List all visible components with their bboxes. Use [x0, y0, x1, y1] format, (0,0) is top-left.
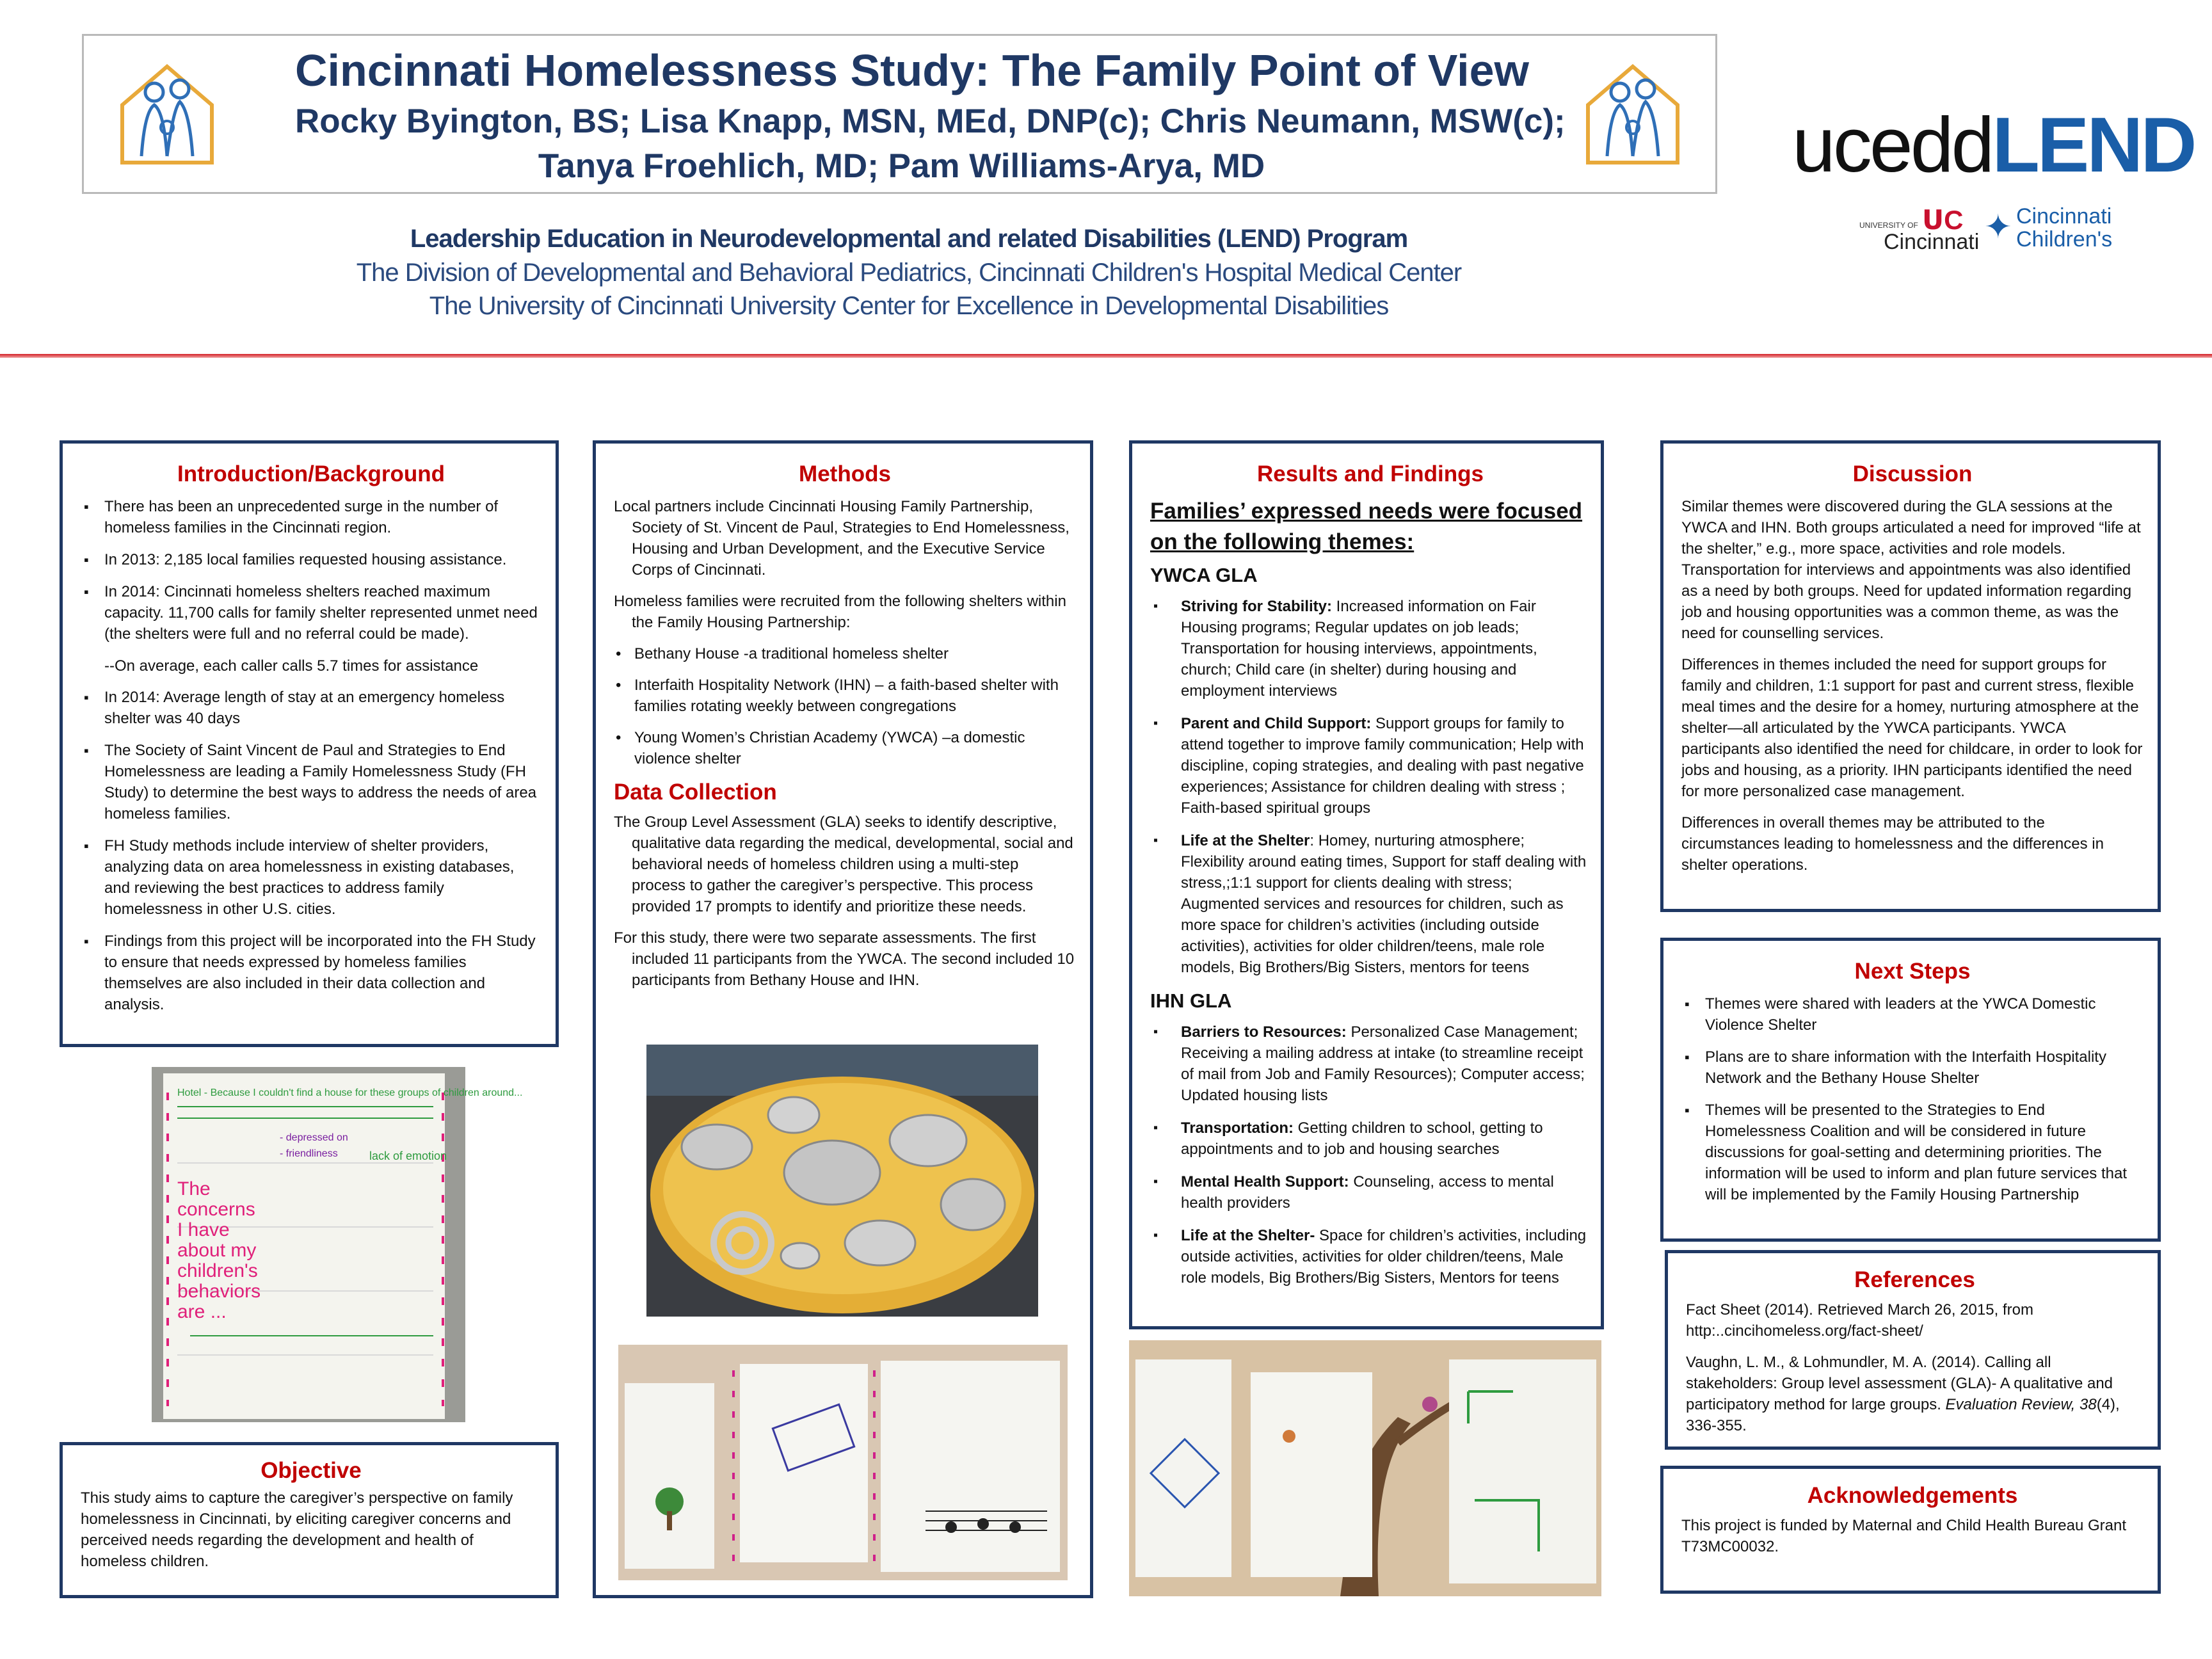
cch-logo-line-2: Children's	[2016, 227, 2113, 252]
results-heading: Results and Findings	[1257, 461, 1484, 486]
discussion-paragraph-3: Differences in overall themes may be attributed to the circumstances leading to homelessness and the differences in shelter operations.	[1681, 814, 2104, 874]
reference-1: Fact Sheet (2014). Retrieved March 26, 2015, from http:..cincihomeless.org/fact-sheet/	[1686, 1301, 2033, 1340]
acknowledgements-heading: Acknowledgements	[1807, 1483, 2018, 1508]
uc-logo-name: Cincinnati	[1884, 230, 1980, 254]
uc-mark-icon: ꓴC	[1922, 205, 1964, 235]
list-item	[1150, 1225, 1591, 1288]
shelter-list	[614, 643, 1076, 769]
theme-label: Life at the Shelter-	[1181, 1227, 1315, 1244]
objective-text: This study aims to capture the caregiver’s perspective on family homelessness in Cincinnati, by eliciting caregiver concerns and perceived needs regarding the development and health of homeless children.	[81, 1489, 513, 1570]
results-panel	[1129, 440, 1604, 1329]
chart-paper-line1: Hotel - Because I couldn't find a house for these groups of children around...	[177, 1087, 523, 1098]
theme-text: Support groups for family to attend together to improve family communication; Help with discipline, coping strategies, and dealing with past negative experiences; Assistance for children dealing with stress ; Faith-based spiritual groups	[1181, 715, 1584, 817]
ucedd-logo-text: ucedd	[1792, 101, 1992, 188]
gla-paragraph: The Group Level Assessment (GLA) seeks to identify descriptive, qualitative data regarding the medical, developmental, social and behavioral needs of homeless children using a multi-step process to gather the caregiver’s perspective. This process provided 17 prompts to identify and prioritize these needs.	[614, 813, 1073, 915]
chart-paper-concern-text: The concerns I have about my children's behaviors are ...	[177, 1178, 261, 1322]
reference-2	[1686, 1352, 2144, 1436]
list-item	[1150, 713, 1591, 819]
ucedd-lend-logo	[1792, 101, 2195, 188]
next-steps-heading: Next Steps	[1854, 959, 1971, 984]
list-item: ▪ Plans are to share information with the Interfaith Hospitality Network and the Bethany House Shelter	[1681, 1046, 2144, 1089]
theme-label: Life at the Shelter	[1181, 832, 1310, 849]
list-item: ▪ In 2014: Average length of stay at an emergency homeless shelter was 40 days	[81, 687, 541, 729]
discussion-heading: Discussion	[1852, 461, 1973, 486]
list-item	[1150, 830, 1591, 978]
header-divider	[0, 354, 2212, 358]
cincinnati-childrens-logo	[1984, 202, 2119, 253]
lend-logo-text: LEND	[1992, 101, 2195, 188]
ywca-theme-list	[1150, 596, 1591, 978]
theme-label: Parent and Child Support:	[1181, 715, 1372, 732]
discussion-panel	[1660, 440, 2161, 912]
methods-heading: Methods	[799, 461, 891, 486]
acknowledgements-panel	[1660, 1466, 2161, 1594]
list-item: ▪ The Society of Saint Vincent de Paul and Strategies to End Homelessness are leading a Family Homelessness Study (FH Study) to determine the best ways to address the needs of area homeless families.	[81, 740, 541, 824]
authors-line-2: Tanya Froehlich, MD; Pam Williams-Arya, MD	[538, 147, 1265, 185]
discussion-paragraph-2: Differences in themes included the need for support groups for family and children, 1:1 support for past and current stress, flexible meal times and the desire for a homey, nurturing atmosphere at the shelter—all articulated by the YWCA participants. YWCA participants also identified the need for childcare, in order to look for jobs and housing, as a priority. IHN participants identified the need for more personalized case management.	[1681, 656, 2143, 800]
reference-2-journal: Evaluation Review, 38	[1945, 1396, 2097, 1413]
family-logo-icon	[116, 60, 218, 169]
chart-paper-note-2: - friendliness	[280, 1148, 338, 1159]
tree-wall-drawing	[1129, 1340, 1601, 1596]
theme-text: Increased information on Fair Housing programs; Regular updates on job leads; Transportation for housing interviews, appointments, church; Child care (in shelter) during housing and employment interviews	[1181, 598, 1537, 700]
uc-logo-small-text: UNIVERSITY OF	[1859, 221, 1918, 230]
theme-label: Barriers to Resources:	[1181, 1023, 1347, 1041]
chart-paper-photo	[152, 1067, 523, 1422]
list-item: • Bethany House -a traditional homeless shelter	[614, 643, 1076, 664]
list-item: ▪ Themes will be presented to the Strategies to End Homelessness Coalition and will be considered in future discussions for goal-setting and determining priorities. The information will be used to inform and plan future services that will be implemented by the Family Housing Partnership	[1681, 1100, 2144, 1205]
authors-line-1: Rocky Byington, BS; Lisa Knapp, MSN, MEd, DNP(c); Chris Neumann, MSW(c);	[295, 102, 1566, 140]
acknowledgements-text: This project is funded by Maternal and Child Health Bureau Grant T73MC00032.	[1681, 1517, 2127, 1555]
references-panel	[1665, 1250, 2161, 1450]
objective-heading: Objective	[260, 1458, 362, 1483]
list-item: ▪ Themes were shared with leaders at the YWCA Domestic Violence Shelter	[1681, 993, 2144, 1036]
child-figure-icon: ✦	[1984, 209, 2012, 246]
ywca-gla-heading: YWCA GLA	[1150, 564, 1258, 586]
theme-text: Space for children’s activities, including outside activities, activities for older children/teens, Male role models, Big Brothers/Big Sisters, Mentors for teens	[1181, 1227, 1587, 1286]
list-item: ▪ FH Study methods include interview of shelter providers, analyzing data on area homelessness in existing databases, and reviewing the best practices to address family homelessness in other U.S. cities.	[81, 835, 541, 920]
theme-text: : Homey, nurturing atmosphere; Flexibility around eating times, Support for staff dealing with stress,;1:1 support for clients dealing with stress; Augmented services and resources for children, such as more space for children’s activities (including outside activities), activities for older children/teens, male role models, Big Brothers/Big Sisters, mentors for teens	[1181, 832, 1587, 976]
introduction-bullet-list	[81, 496, 541, 645]
theme-label: Mental Health Support:	[1181, 1173, 1349, 1190]
theme-label: Striving for Stability:	[1181, 598, 1333, 615]
partners-paragraph: Local partners include Cincinnati Housing Family Partnership, Society of St. Vincent de Paul, Strategies to End Homelessness, Housing and Urban Development, and the Executive Service Corps of Cincinnati.	[614, 498, 1070, 579]
university-of-cincinnati-logo	[1859, 202, 1980, 254]
references-heading: References	[1854, 1267, 1975, 1292]
poster-title: Cincinnati Homelessness Study: The Family Point of View	[295, 45, 1530, 95]
wall-chart-papers-drawing	[618, 1345, 1068, 1580]
reference-2-text: Vaughn, L. M., & Lohmundler, M. A. (2014). Calling all stakeholders: Group level assessment (GLA)- A qualitative and participatory method for large groups.	[1686, 1354, 2113, 1413]
title-box	[82, 34, 1717, 194]
theme-label: Transportation:	[1181, 1119, 1294, 1137]
university-name: The University of Cincinnati University Center for Excellence in Developmental Disabilities	[429, 292, 1389, 320]
theme-text: Getting children to school, getting to appointments and to job and housing searches	[1181, 1119, 1543, 1158]
list-item: • Young Women’s Christian Academy (YWCA) –a domestic violence shelter	[614, 727, 1076, 769]
ihn-theme-list	[1150, 1022, 1591, 1288]
foil-sculptures-drawing	[646, 1045, 1038, 1317]
next-steps-panel	[1660, 938, 2161, 1242]
chart-paper-note-1: - depressed on	[280, 1132, 348, 1143]
list-item	[1150, 1171, 1591, 1214]
list-item: ▪ There has been an unprecedented surge in the number of homeless families in the Cincinnati region.	[81, 496, 541, 538]
foil-sculptures-photo	[646, 1045, 1038, 1317]
discussion-paragraph-1: Similar themes were discovered during the GLA sessions at the YWCA and IHN. Both groups articulated a need for improved “life at the shelter,” e.g., more space, activities and role models. Transportation for interviews and appointments was also identified as a need by both groups. Need for updated information regarding job and housing opportunities was a common theme, as was the need for counselling services.	[1681, 498, 2141, 642]
objective-panel	[60, 1442, 559, 1598]
list-item	[1150, 596, 1591, 701]
caller-note: --On average, each caller calls 5.7 times for assistance	[104, 657, 479, 675]
list-item	[1150, 1118, 1591, 1160]
results-lead: Families’ expressed needs were focused on the following themes:	[1150, 499, 1583, 554]
theme-text: Counseling, access to mental health providers	[1181, 1173, 1554, 1212]
theme-text: Personalized Case Management; Receiving a mailing address at intake (to streamline receipt of mail from Job and Family Resources); Computer access; Updated housing lists	[1181, 1023, 1585, 1104]
list-item: ▪ In 2014: Cincinnati homeless shelters reached maximum capacity. 11,700 calls for family shelter represented unmet need (the shelters were full and no referral could be made).	[81, 581, 541, 645]
next-steps-list	[1681, 993, 2144, 1205]
family-logo-icon	[1582, 60, 1684, 169]
list-item	[1150, 1022, 1591, 1106]
list-item: • Interfaith Hospitality Network (IHN) – a faith-based shelter with families rotating weekly between congregations	[614, 675, 1076, 717]
cch-logo-line-1: Cincinnati	[2016, 204, 2112, 228]
division-name: The Division of Developmental and Behavioral Pediatrics, Cincinnati Children's Hospital Medical Center	[356, 259, 1462, 287]
assessments-paragraph: For this study, there were two separate assessments. The first included 11 participants from the YWCA. The second included 10 participants from Bethany House and IHN.	[614, 929, 1075, 989]
data-collection-heading: Data Collection	[614, 780, 777, 805]
introduction-heading: Introduction/Background	[177, 461, 445, 486]
introduction-bullet-list-2	[81, 687, 541, 1015]
chart-paper-drawing	[152, 1067, 523, 1422]
recruitment-paragraph: Homeless families were recruited from the following shelters within the Family Housing Partnership:	[614, 593, 1066, 631]
list-item: ▪ Findings from this project will be incorporated into the FH Study to ensure that needs expressed by homeless families themselves are also included in their data collection and analysis.	[81, 931, 541, 1015]
tree-wall-photo	[1129, 1340, 1601, 1596]
ihn-gla-heading: IHN GLA	[1150, 990, 1232, 1012]
chart-paper-note-3: lack of emotion	[369, 1150, 447, 1162]
list-item: ▪ In 2013: 2,185 local families requested housing assistance.	[81, 549, 541, 570]
reference-2-issue: (4), 336-355.	[1686, 1396, 2120, 1434]
introduction-panel	[60, 440, 559, 1047]
program-name: Leadership Education in Neurodevelopmental and related Disabilities (LEND) Program	[410, 225, 1408, 253]
wall-chart-papers-photo	[618, 1345, 1068, 1580]
